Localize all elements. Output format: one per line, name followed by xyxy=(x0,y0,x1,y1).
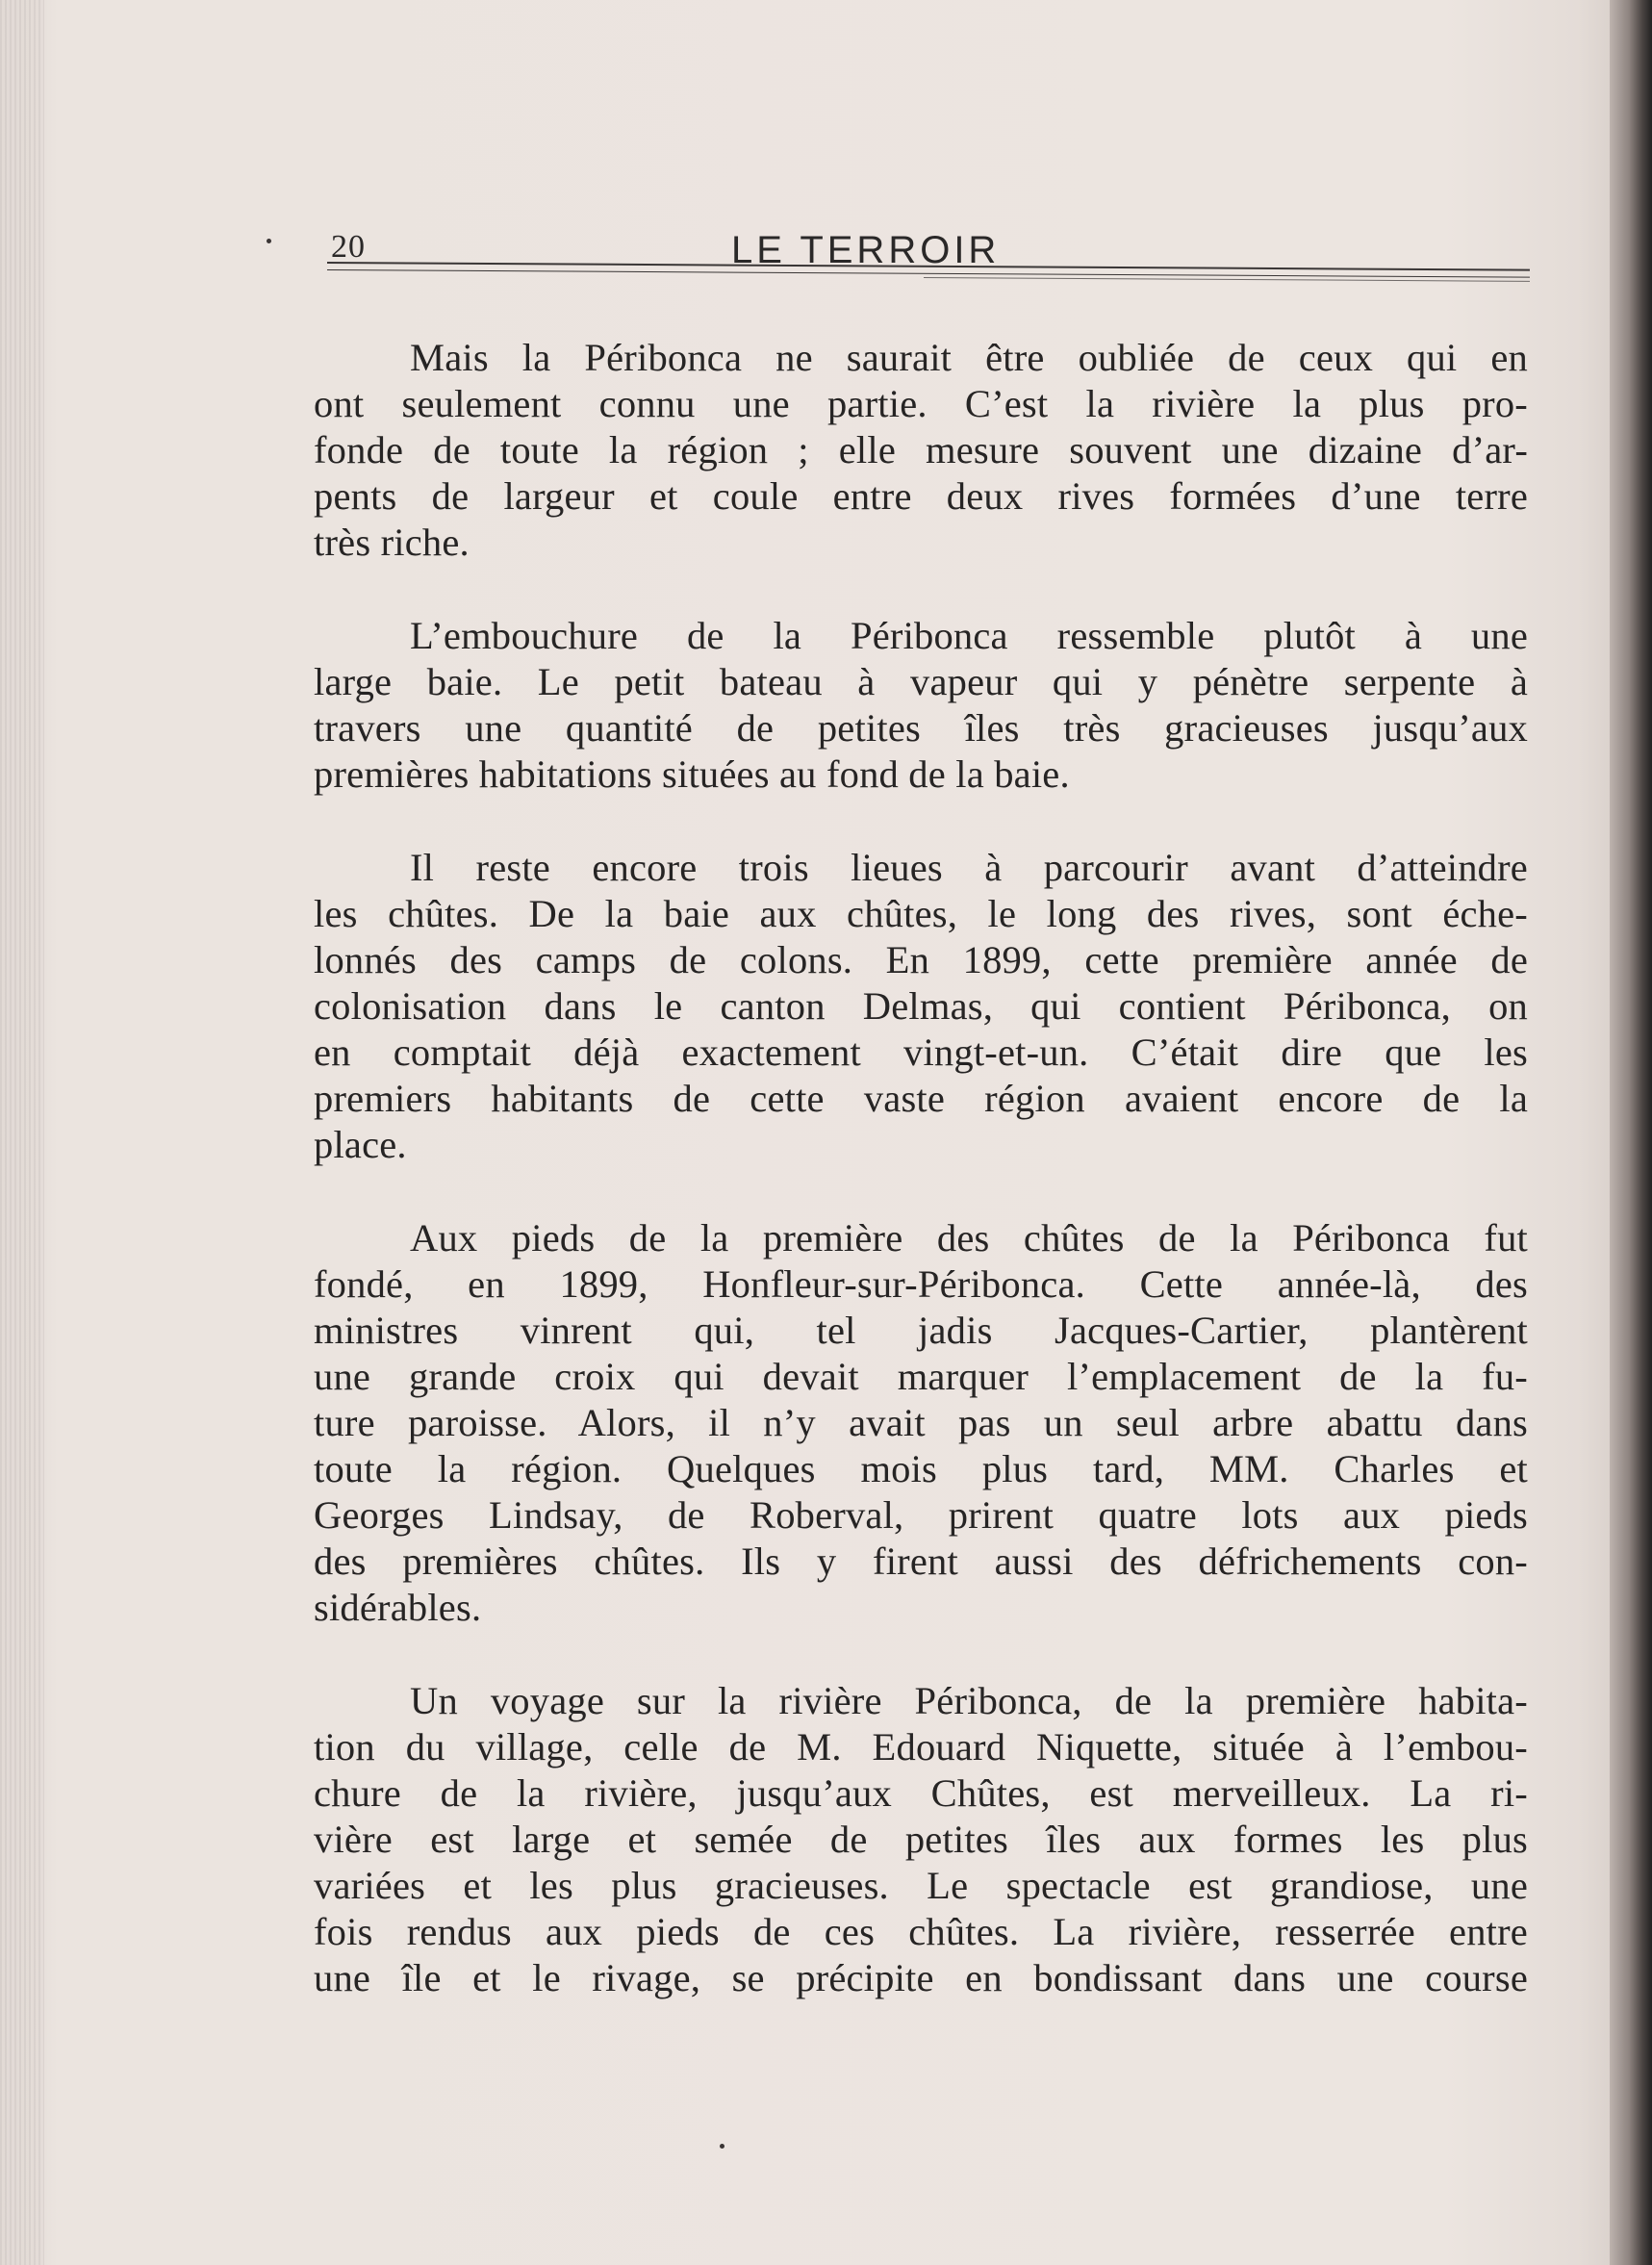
paper-speck xyxy=(267,239,271,243)
body-text xyxy=(314,335,1528,2049)
text-line: lonnés des camps de colons. En 1899, cette première année de xyxy=(314,938,1528,981)
text-line: vière est large et semée de petites îles aux formes les plus xyxy=(314,1818,1528,1861)
text-line: ministres vinrent qui, tel jadis Jacques-Cartier, plantèrent xyxy=(314,1309,1528,1352)
text-line: Un voyage sur la rivière Péribonca, de la première habita- xyxy=(410,1679,1528,1722)
text-line: place. xyxy=(314,1123,407,1166)
text-line: les chûtes. De la baie aux chûtes, le long des rives, sont éche- xyxy=(314,892,1528,935)
paper-speck xyxy=(720,2144,724,2149)
text-line: Aux pieds de la première des chûtes de la Péribonca fut xyxy=(410,1216,1528,1260)
paragraph-1 xyxy=(314,335,1528,566)
text-line: premiers habitants de cette vaste région avaient encore de la xyxy=(314,1077,1528,1120)
text-line: travers une quantité de petites îles très gracieuses jusqu’aux xyxy=(314,706,1528,750)
text-line: L’embouchure de la Péribonca ressemble plutôt à une xyxy=(410,614,1528,657)
paragraph-2 xyxy=(314,613,1528,798)
text-line: en comptait déjà exactement vingt-et-un. C’était dire que les xyxy=(314,1031,1528,1074)
text-line: très riche. xyxy=(314,521,470,564)
text-line: pents de largeur et coule entre deux rives formées d’une terre xyxy=(314,474,1528,518)
text-line: colonisation dans le canton Delmas, qui contient Péribonca, on xyxy=(314,984,1528,1028)
text-line: tion du village, celle de M. Edouard Niquette, située à l’embou- xyxy=(314,1725,1528,1769)
text-line: toute la région. Quelques mois plus tard, MM. Charles et xyxy=(314,1447,1528,1490)
text-line: sidérables. xyxy=(314,1586,482,1629)
book-gutter-shadow xyxy=(1610,0,1652,2265)
page-header xyxy=(327,229,1530,287)
text-line: fonde de toute la région ; elle mesure souvent une dizaine d’ar- xyxy=(314,428,1528,471)
paragraph-5 xyxy=(314,1678,1528,2001)
text-line: fondé, en 1899, Honfleur-sur-Péribonca. Cette année-là, des xyxy=(314,1262,1528,1306)
text-line: Georges Lindsay, de Roberval, prirent quatre lots aux pieds xyxy=(314,1493,1528,1537)
text-line: une grande croix qui devait marquer l’emplacement de la fu- xyxy=(314,1355,1528,1398)
text-line: Il reste encore trois lieues à parcourir avant d’atteindre xyxy=(410,846,1528,889)
text-line: large baie. Le petit bateau à vapeur qui y pénètre serpente à xyxy=(314,660,1528,703)
text-line: variées et les plus gracieuses. Le spectacle est grandiose, une xyxy=(314,1864,1528,1907)
text-line: des premières chûtes. Ils y firent aussi des défrichements con- xyxy=(314,1540,1528,1583)
text-line: chure de la rivière, jusqu’aux Chûtes, est merveilleux. La ri- xyxy=(314,1771,1528,1815)
text-line: fois rendus aux pieds de ces chûtes. La rivière, resserrée entre xyxy=(314,1910,1528,1953)
text-line: une île et le rivage, se précipite en bondissant dans une course xyxy=(314,1956,1528,1999)
paragraph-3 xyxy=(314,845,1528,1168)
running-title: LE TERROIR xyxy=(731,229,1001,271)
text-line: premières habitations situées au fond de la baie. xyxy=(314,752,1070,796)
page-number: 20 xyxy=(331,229,366,265)
left-page-edge xyxy=(0,0,44,2265)
text-line: Mais la Péribonca ne saurait être oubliée de ceux qui en xyxy=(410,336,1528,379)
header-rule-bottom xyxy=(924,277,1530,282)
paragraph-4 xyxy=(314,1215,1528,1631)
text-line: ture paroisse. Alors, il n’y avait pas un seul arbre abattu dans xyxy=(314,1401,1528,1444)
text-line: ont seulement connu une partie. C’est la rivière la plus pro- xyxy=(314,382,1528,425)
